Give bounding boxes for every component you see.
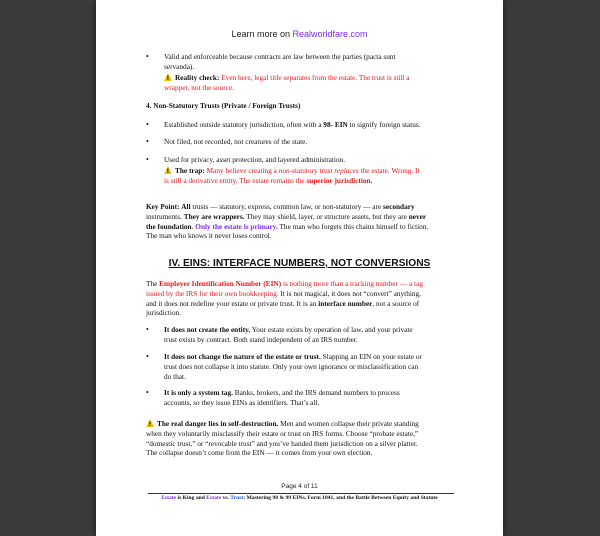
text-strong: The real danger lies in self-destruction. (157, 419, 279, 428)
text-strong: interface number (318, 298, 373, 308)
text-span: The (146, 279, 160, 288)
text-span: . (191, 221, 196, 231)
trap-emphasis: non (278, 166, 290, 175)
text-strong: All (181, 202, 191, 211)
page-number: Page 4 of 11 (281, 483, 318, 490)
text-line: do that. (164, 371, 186, 381)
warning-icon (164, 166, 172, 174)
list-item-line: Valid and enforceable because contracts are law between the parties (pacta sunt (164, 52, 396, 61)
text-line: when they voluntarily misclassify their estate or trust on IRS forms. Choose “probate estate,” (146, 428, 419, 438)
list-item (164, 388, 400, 408)
key-point-label: Key Point: (146, 202, 180, 211)
text-highlight: Estate (206, 495, 222, 501)
trap-note (164, 165, 420, 186)
trap-text: -statutory trust (289, 166, 335, 175)
list-item-line: servanda). (164, 61, 195, 71)
text-span: is King and (176, 495, 207, 501)
trap-label: The trap: (175, 166, 205, 175)
text-span: They may shield, layer, or structure assets, but they are (244, 211, 409, 221)
reality-check-note (164, 72, 410, 93)
bullet-dot: • (146, 137, 149, 146)
text-strong: the foundation (146, 221, 192, 231)
text-strong: They are wrappers. (183, 211, 245, 221)
trap-text-2: is still a derivative entity. The estate remains the (164, 175, 307, 185)
reality-check-label: Reality check: (175, 73, 220, 82)
ein-98-label: 98- EIN (323, 120, 348, 129)
bullet-dot: • (146, 352, 149, 361)
text-line: accounts, so they issue EINs as identifiers. That’s all. (164, 397, 320, 407)
header-prefix: Learn more on (231, 29, 293, 39)
reality-check-text: Even here, legal title separates from the estate. The trust is still a (219, 73, 410, 82)
text-line: trust exists by contract. Both stand independent of an IRS number. (164, 334, 358, 344)
text-red: is nothing more than a tracking number — a tag (281, 279, 423, 288)
document-page (96, 0, 503, 536)
bullet-dot: • (146, 120, 149, 129)
section-heading: IV. EINS: INTERFACE NUMBERS, NOT CONVERSIONS (168, 258, 431, 269)
text-span: The man who forgets this chains himself to fiction. (277, 221, 429, 231)
text-highlight: Only the estate is primary. (195, 221, 278, 231)
list-item (164, 352, 422, 381)
text-line: The collapse doesn’t come from the EIN — it comes from your own election. (146, 448, 373, 458)
key-point-paragraph (146, 202, 428, 241)
header-link[interactable]: Realworldfare.com (292, 29, 368, 39)
list-item (164, 52, 396, 72)
text-span: and it does not redefine your estate or private trust. It is an (146, 298, 319, 308)
page-header (96, 29, 503, 39)
text-highlight: Estate (161, 495, 177, 501)
text-span: , not a source of (372, 298, 420, 308)
trap-emphasis: replaces (334, 166, 359, 175)
text-span: Men and women collapse their private standing (278, 419, 419, 428)
text-span: Slapping an EIN on your estate or (320, 352, 422, 361)
text-span: Your estate exists by operation of law, and your private (250, 325, 413, 334)
text-highlight: Trust (230, 495, 244, 501)
bullet-dot: • (146, 52, 149, 61)
text-line: “domestic trust,” or “revocable trust” and you’ve handed them jurisdiction on a silver platter. (146, 438, 418, 448)
bullet-dot: • (146, 155, 149, 164)
list-item-text: to signify foreign status. (347, 120, 421, 129)
trap-strong: superior jurisdiction. (306, 175, 373, 185)
text-span: Banks, brokers, and the IRS demand numbers to process (232, 388, 400, 397)
text-span: : Mastering 98 & 99 EINs, Form 1041, and the Battle Between Equity and Statute (243, 495, 438, 501)
list-item: Used for privacy, asset protection, and layered administration. (164, 155, 346, 164)
bullet-dot: • (146, 388, 149, 397)
text-strong: It is only a system tag. (164, 388, 233, 397)
text-span: instruments. (146, 211, 184, 221)
text-span: trusts — statutory, express, common law, or non-statutory — are (190, 202, 383, 211)
text-strong: secondary (383, 202, 415, 211)
list-item (164, 325, 413, 345)
warning-icon (146, 419, 154, 427)
text-line: trust does not collapse it into statute. Only your own ignorance or misclassification can (164, 361, 419, 371)
footer-divider (148, 493, 454, 494)
text-line: jurisdiction. (146, 308, 182, 318)
trap-text: the estate. Wrong. It (358, 166, 420, 175)
text-strong: never (408, 211, 427, 221)
reality-check-text-2: wrapper, not the source. (164, 82, 235, 92)
list-item-text: Established outside statutory jurisdiction, often with a (164, 120, 324, 129)
text-span: vs. (221, 495, 231, 501)
danger-paragraph (146, 418, 419, 458)
ein-term: Employer Identification Number (EIN) (159, 279, 282, 288)
ein-paragraph (146, 279, 423, 318)
text-span: It is not magical, it does not “convert” anything, (278, 288, 422, 298)
trap-text: Many believe creating a (204, 166, 279, 175)
bullet-dot: • (146, 325, 149, 334)
footer-title (96, 495, 503, 501)
text-strong: It does not create the entity. (164, 325, 251, 334)
list-item: Not filed, not recorded, not creatures of the state. (164, 137, 308, 146)
section-4-heading: 4. Non-Statutory Trusts (Private / Foreign Trusts) (146, 101, 301, 110)
text-red: issued by the IRS for their own bookkeeping. (146, 288, 279, 298)
text-strong: It does not change the nature of the estate or trust. (164, 352, 321, 361)
text-line: The man who knows it never loses control. (146, 231, 272, 241)
warning-icon (164, 73, 172, 81)
list-item (164, 120, 421, 130)
